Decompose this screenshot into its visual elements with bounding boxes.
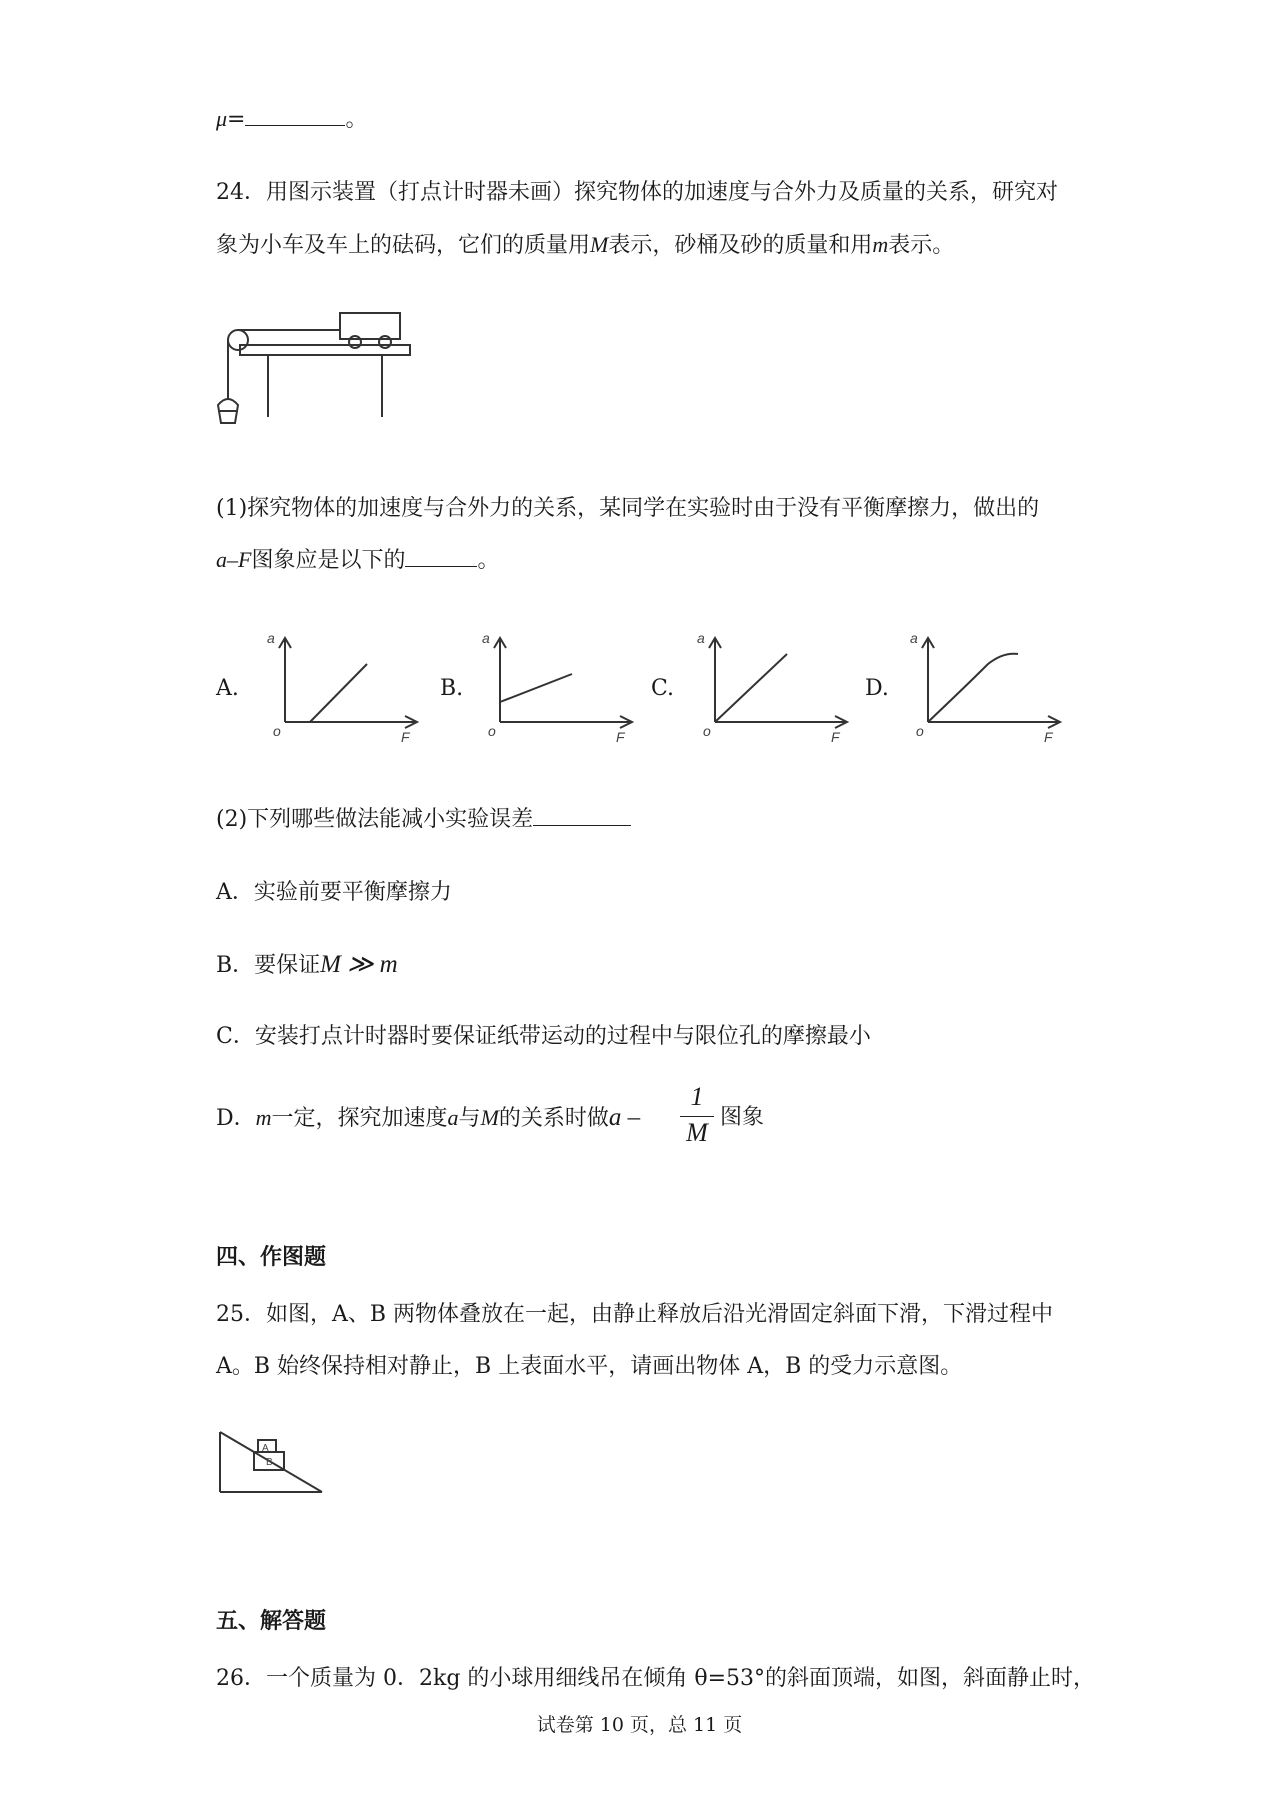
graph-b	[480, 630, 640, 749]
y-axis-label: a	[697, 630, 705, 646]
graph-curve	[928, 654, 1018, 722]
block-b-label: B	[266, 1457, 273, 1468]
cart-wheel	[379, 336, 391, 348]
option-d-text: D．	[216, 1106, 256, 1131]
var-a: a	[447, 1105, 459, 1130]
q24-text: 象为小车及车上的砝码，它们的质量用	[216, 233, 591, 258]
q24-2-option-c: C．安装打点计时器时要保证纸带运动的过程中与限位孔的摩擦最小	[216, 1024, 871, 1049]
option-label-c: C.	[651, 676, 675, 701]
x-axis-label: F	[1044, 729, 1053, 745]
option-d-tail: 图象	[720, 1105, 765, 1130]
q25-line1: 25．如图，A、B 两物体叠放在一起，由静止释放后沿光滑固定斜面下滑，下滑过程中	[216, 1302, 1054, 1327]
graph-line	[500, 674, 572, 702]
y-axis-label: a	[482, 630, 490, 646]
answer-blank[interactable]	[245, 121, 345, 126]
q24-text: 表示，砂桶及砂的质量和用	[608, 233, 873, 258]
block-a-label: A	[262, 1443, 269, 1454]
graph-line	[715, 654, 787, 722]
graph-a	[265, 630, 425, 749]
origin-label: o	[703, 723, 711, 739]
var-m: m	[255, 1105, 272, 1130]
q24-2-stem-text: (2)下列哪些做法能减小实验误差	[216, 807, 534, 832]
fraction-denominator: M	[686, 1118, 708, 1147]
q24-2-option-b	[216, 950, 398, 981]
option-label-b: B.	[440, 676, 464, 701]
origin-label: o	[916, 723, 924, 739]
equals-sign: =	[227, 107, 246, 132]
period: 。	[345, 107, 368, 132]
origin-label: o	[488, 723, 496, 739]
y-axis-label: a	[267, 630, 275, 646]
option-label-a: A.	[216, 676, 239, 701]
x-axis-label: F	[616, 729, 625, 745]
graph-d	[908, 630, 1068, 749]
answer-blank[interactable]	[533, 821, 631, 826]
var-M: M	[590, 232, 609, 257]
var-aF: a–F	[216, 547, 252, 572]
q24-1-text: 图象应是以下的	[251, 548, 406, 573]
q24-2-stem	[216, 805, 631, 835]
q24-line2	[216, 230, 954, 261]
q24-2-option-d	[216, 1103, 640, 1134]
var-m: m	[872, 232, 889, 257]
incline-figure	[218, 1430, 328, 1495]
q24-text: 表示。	[888, 233, 955, 258]
option-d-text: 一定，探究加速度	[271, 1106, 448, 1131]
option-b-math: M ≫ m	[320, 951, 398, 978]
mu-answer-line	[216, 104, 368, 135]
answer-blank[interactable]	[405, 562, 477, 567]
apparatus-figure	[210, 305, 420, 435]
option-d-text: 与	[458, 1106, 481, 1131]
q26-line1: 26．一个质量为 0．2kg 的小球用细线吊在倾角 θ=53°的斜面顶端，如图，斜面静止时，	[216, 1666, 1096, 1691]
period: 。	[477, 548, 500, 573]
x-axis-label: F	[831, 729, 840, 745]
option-d-text: 的关系时做	[498, 1106, 609, 1131]
q24-1-line2	[216, 545, 499, 576]
x-axis-label: F	[401, 729, 410, 745]
q25-line2: A。B 始终保持相对静止，B 上表面水平，请画出物体 A，B 的受力示意图。	[216, 1354, 963, 1379]
option-label-d: D.	[865, 676, 889, 701]
q24-2-option-a: A．实验前要平衡摩擦力	[216, 880, 452, 905]
section-heading-4: 四、作图题	[216, 1244, 327, 1270]
cart	[340, 313, 400, 339]
fraction-bar	[680, 1116, 714, 1117]
origin-label: o	[273, 723, 281, 739]
section-heading-5: 五、解答题	[216, 1608, 327, 1634]
q24-1-line1: (1)探究物体的加速度与合外力的关系，某同学在实验时由于没有平衡摩擦力，做出的	[216, 496, 1040, 521]
cart-wheel	[349, 336, 361, 348]
option-b-text: B．要保证	[216, 953, 321, 978]
q24-line1: 24．用图示装置（打点计时器未画）探究物体的加速度与合外力及质量的关系，研究对	[216, 180, 1058, 205]
var-M: M	[480, 1105, 499, 1130]
pulley-icon	[228, 330, 248, 350]
table-top	[240, 345, 410, 355]
y-axis-label: a	[910, 630, 918, 646]
option-d-expr: a –	[608, 1104, 641, 1131]
mu-symbol: μ	[216, 106, 228, 131]
fraction-numerator: 1	[690, 1082, 704, 1111]
graph-c	[695, 630, 855, 749]
page-footer: 试卷第 10 页，总 11 页	[536, 1714, 743, 1736]
graph-line	[310, 664, 367, 722]
